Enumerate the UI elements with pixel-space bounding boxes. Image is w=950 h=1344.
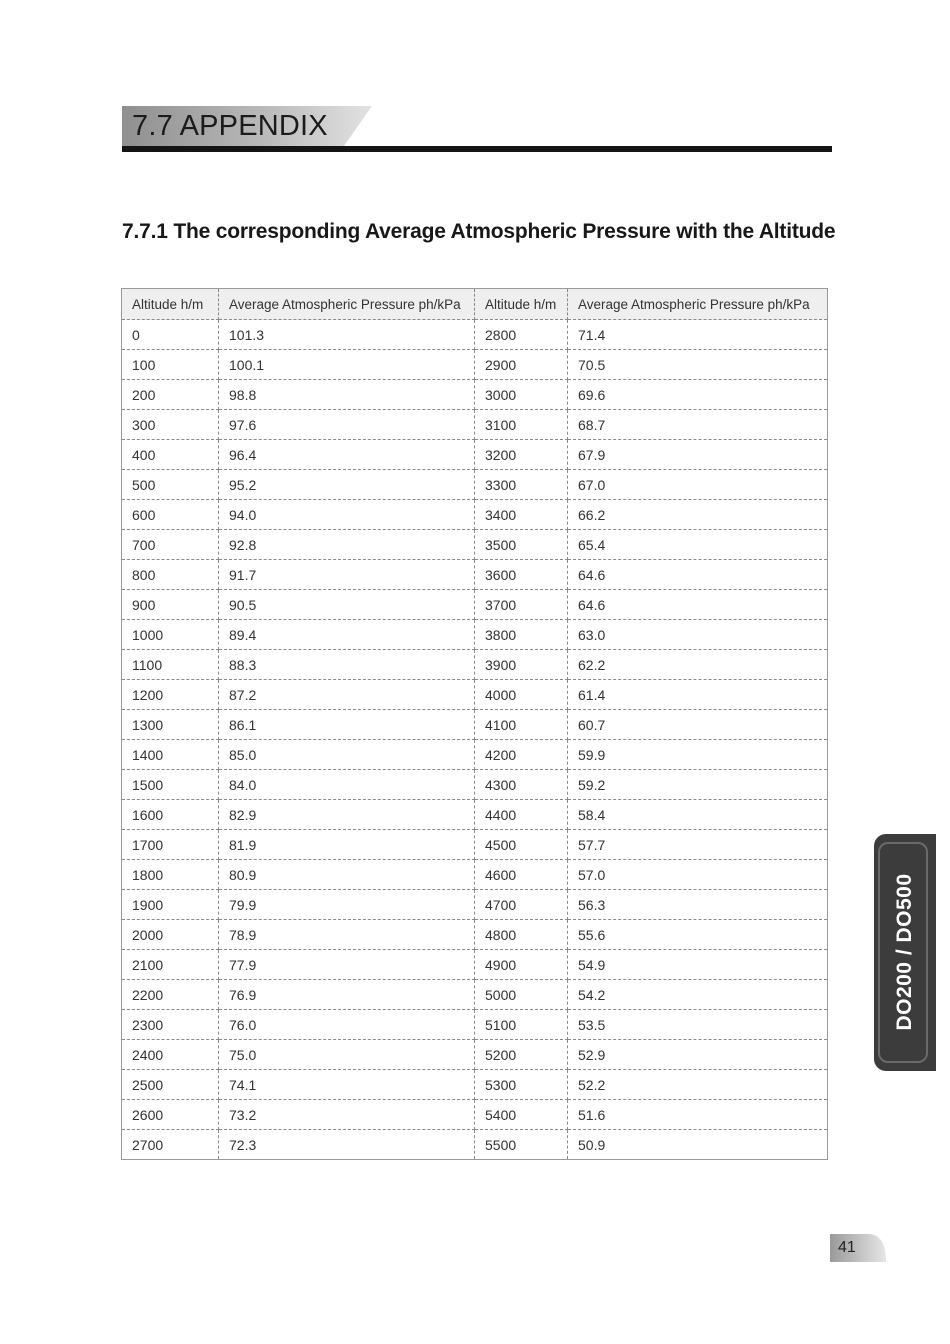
pressure-cell: 73.2: [219, 1100, 475, 1130]
pressure-cell: 67.9: [568, 440, 828, 470]
altitude-cell: 300: [122, 410, 219, 440]
altitude-cell: 3200: [475, 440, 568, 470]
pressure-cell: 59.9: [568, 740, 828, 770]
table-row: [122, 1070, 828, 1100]
pressure-cell: 66.2: [568, 500, 828, 530]
altitude-cell: 1000: [122, 620, 219, 650]
pressure-cell: 90.5: [219, 590, 475, 620]
pressure-cell: 50.9: [578, 1136, 606, 1153]
pressure-cell: 82.9: [219, 800, 475, 830]
altitude-cell: 5100: [475, 1010, 568, 1040]
page-number-badge: [830, 1234, 886, 1262]
pressure-cell: 54.2: [568, 980, 828, 1010]
pressure-cell: 58.4: [568, 800, 828, 830]
column-header-pressure: Average Atmospheric Pressure ph/kPa: [219, 289, 475, 320]
altitude-cell: 2200: [122, 980, 219, 1010]
column-header-altitude: Altitude h/m: [122, 289, 219, 320]
altitude-cell: 3900: [475, 650, 568, 680]
altitude-cell: 2900: [475, 350, 568, 380]
altitude-cell: 1800: [122, 860, 219, 890]
pressure-cell: 95.2: [219, 470, 475, 500]
subsection-title: 7.7.1 The corresponding Average Atmospheric Pressure with the Altitude: [122, 220, 836, 243]
altitude-cell: 3400: [475, 500, 568, 530]
altitude-cell: 2800: [475, 320, 568, 350]
pressure-cell: 89.4: [219, 620, 475, 650]
pressure-cell: 70.5: [568, 350, 828, 380]
table-row: [122, 380, 828, 410]
altitude-cell: 1100: [122, 650, 219, 680]
table-row: [122, 560, 828, 590]
altitude-cell: 200: [122, 380, 219, 410]
table-row: [122, 1040, 828, 1070]
altitude-cell: 3100: [475, 410, 568, 440]
altitude-cell: 2000: [122, 920, 219, 950]
table-row: [122, 740, 828, 770]
pressure-cell: 85.0: [219, 740, 475, 770]
pressure-cell: 87.2: [219, 680, 475, 710]
pressure-cell: 69.6: [568, 380, 828, 410]
altitude-cell: 4200: [475, 740, 568, 770]
pressure-cell: 76.0: [219, 1010, 475, 1040]
altitude-pressure-table: [121, 288, 828, 1160]
pressure-cell: 96.4: [219, 440, 475, 470]
altitude-cell: 1500: [122, 770, 219, 800]
altitude-cell: 2700: [122, 1130, 219, 1160]
altitude-cell: 4900: [475, 950, 568, 980]
altitude-cell: 5500: [475, 1130, 568, 1160]
table-row: [122, 530, 828, 560]
altitude-cell: 5200: [475, 1040, 568, 1070]
pressure-cell: 54.9: [568, 950, 828, 980]
altitude-cell: 2500: [122, 1070, 219, 1100]
pressure-cell: 52.2: [568, 1070, 828, 1100]
pressure-cell: 76.9: [219, 980, 475, 1010]
section-divider: [122, 146, 832, 152]
pressure-cell: 80.9: [219, 860, 475, 890]
altitude-cell: 4600: [475, 860, 568, 890]
column-header-pressure: Average Atmospheric Pressure ph/kPa: [568, 289, 828, 320]
altitude-cell: 3800: [475, 620, 568, 650]
altitude-cell: 3000: [475, 380, 568, 410]
pressure-cell: 57.0: [568, 860, 828, 890]
table-row: [122, 830, 828, 860]
pressure-cell: 72.3: [219, 1130, 475, 1160]
table-row: [122, 920, 828, 950]
altitude-cell: 4300: [475, 770, 568, 800]
column-header-altitude: Altitude h/m: [475, 289, 568, 320]
pressure-cell: 60.7: [568, 710, 828, 740]
altitude-cell: 2300: [122, 1010, 219, 1040]
pressure-cell: 52.9: [568, 1040, 828, 1070]
pressure-cell: 88.3: [219, 650, 475, 680]
pressure-cell: 84.0: [219, 770, 475, 800]
table-row: [122, 980, 828, 1010]
altitude-cell: 1300: [122, 710, 219, 740]
table-row: [122, 650, 828, 680]
table-row: [122, 1130, 828, 1160]
side-tab-label: DO200 / DO500: [893, 873, 916, 1031]
pressure-cell: 56.3: [568, 890, 828, 920]
pressure-cell: 75.0: [219, 1040, 475, 1070]
pressure-cell: 86.1: [219, 710, 475, 740]
pressure-cell: 94.0: [219, 500, 475, 530]
table-row: [122, 500, 828, 530]
altitude-cell: 1900: [122, 890, 219, 920]
pressure-cell: 101.3: [219, 320, 475, 350]
table-row: [122, 350, 828, 380]
table-row: [122, 320, 828, 350]
table-row: [122, 680, 828, 710]
pressure-cell: 59.2: [568, 770, 828, 800]
pressure-cell: 67.0: [568, 470, 828, 500]
altitude-cell: 4000: [475, 680, 568, 710]
pressure-cell: 65.4: [568, 530, 828, 560]
altitude-cell: 4500: [475, 830, 568, 860]
altitude-cell: 2100: [122, 950, 219, 980]
pressure-cell: 63.0: [568, 620, 828, 650]
table-body: [122, 320, 828, 1160]
altitude-cell: 2400: [122, 1040, 219, 1070]
altitude-cell: 800: [122, 560, 219, 590]
table-row: [122, 410, 828, 440]
altitude-cell: 700: [122, 530, 219, 560]
altitude-cell: 4700: [475, 890, 568, 920]
altitude-cell: 1600: [122, 800, 219, 830]
table-row: [122, 1100, 828, 1130]
table-row: [122, 1010, 828, 1040]
altitude-cell: 3300: [475, 470, 568, 500]
altitude-cell: 4100: [475, 710, 568, 740]
data-table: [121, 288, 828, 1160]
pressure-cell: 100.1: [219, 350, 475, 380]
pressure-cell: 51.6: [568, 1100, 828, 1130]
pressure-cell: 97.6: [219, 410, 475, 440]
altitude-cell: 5000: [475, 980, 568, 1010]
section-header: [122, 106, 372, 146]
altitude-cell: 3500: [475, 530, 568, 560]
table-header-row: [122, 289, 828, 320]
altitude-cell: 600: [122, 500, 219, 530]
altitude-cell: 3700: [475, 590, 568, 620]
altitude-cell: 900: [122, 590, 219, 620]
table-row: [122, 950, 828, 980]
page-number: 41: [838, 1239, 856, 1256]
product-side-tab: [874, 834, 936, 1071]
altitude-cell: 1400: [122, 740, 219, 770]
pressure-cell: 55.6: [568, 920, 828, 950]
altitude-cell: 1200: [122, 680, 219, 710]
altitude-cell: 400: [122, 440, 219, 470]
pressure-cell: 64.6: [568, 560, 828, 590]
pressure-cell: 68.7: [568, 410, 828, 440]
altitude-cell: 100: [122, 350, 219, 380]
pressure-cell: 78.9: [219, 920, 475, 950]
pressure-cell: 91.7: [219, 560, 475, 590]
pressure-cell: 74.1: [219, 1070, 475, 1100]
altitude-cell: 3600: [475, 560, 568, 590]
altitude-cell: 2600: [122, 1100, 219, 1130]
altitude-cell: 0: [122, 320, 219, 350]
table-row: [122, 890, 828, 920]
pressure-cell: 57.7: [568, 830, 828, 860]
pressure-cell: 92.8: [219, 530, 475, 560]
table-row: [122, 590, 828, 620]
pressure-cell: 79.9: [219, 890, 475, 920]
pressure-cell: 61.4: [568, 680, 828, 710]
pressure-cell: 62.2: [568, 650, 828, 680]
section-title: 7.7 APPENDIX: [132, 110, 328, 142]
altitude-cell: 5400: [475, 1100, 568, 1130]
table-row: [122, 800, 828, 830]
pressure-cell: 98.8: [219, 380, 475, 410]
table-row: [122, 440, 828, 470]
altitude-cell: 500: [122, 470, 219, 500]
table-row: [122, 710, 828, 740]
altitude-cell: 4400: [475, 800, 568, 830]
table-row: [122, 770, 828, 800]
pressure-cell: 71.4: [568, 320, 828, 350]
pressure-cell: 64.6: [568, 590, 828, 620]
table-row: [122, 620, 828, 650]
altitude-cell: 5300: [475, 1070, 568, 1100]
altitude-cell: 1700: [122, 830, 219, 860]
table-row: [122, 470, 828, 500]
pressure-cell: 53.5: [568, 1010, 828, 1040]
pressure-cell: 81.9: [219, 830, 475, 860]
altitude-cell: 4800: [475, 920, 568, 950]
pressure-cell: 77.9: [219, 950, 475, 980]
table-row: [122, 860, 828, 890]
